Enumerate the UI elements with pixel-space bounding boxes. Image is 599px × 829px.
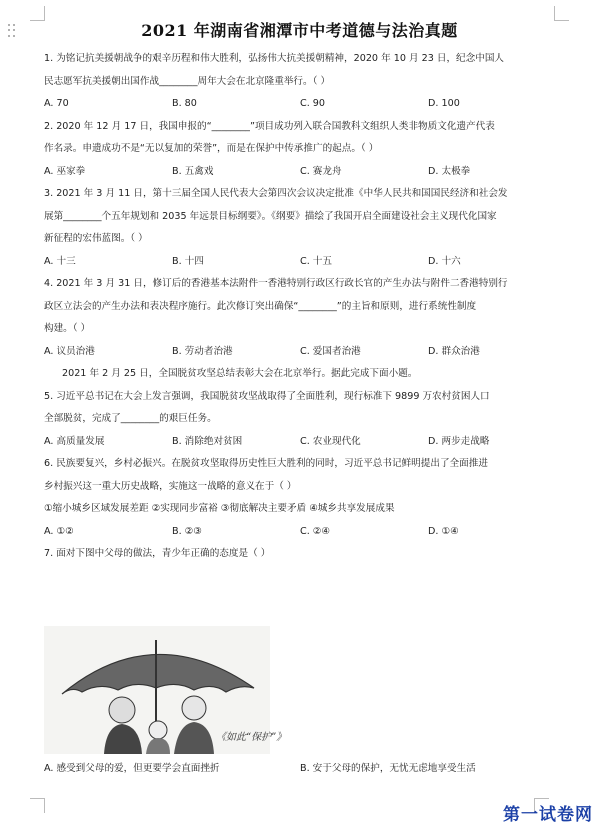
crop-mark-bottom-left: [30, 798, 45, 813]
options-row: [44, 758, 574, 781]
options-row: [44, 341, 574, 364]
option-d: D. 十六: [428, 255, 461, 267]
option-a: A. 巫家拳: [44, 165, 86, 177]
question-text: 构建。（ ）: [44, 323, 91, 334]
option-c: C. 爱国者治港: [300, 345, 361, 357]
statement-list: ①缩小城乡区域发展差距 ②实现同步富裕 ③彻底解决主要矛盾 ④城乡共享发展成果: [44, 503, 395, 514]
question-text: 2. 2020 年 12 月 17 日，我国申报的“________”项目成功列入联合国教科文组织人类非物质文化遗产代表: [44, 120, 495, 132]
question-6: [44, 453, 574, 543]
exam-content: [44, 48, 574, 566]
question-4: [44, 273, 574, 363]
options-row: [44, 251, 574, 274]
option-c: C. 赛龙舟: [300, 165, 342, 177]
question-text: 展第________个五年规划和 2035 年远景目标纲要》。《纲要》描绘了我国开启全面建设社会主义现代化国家: [44, 210, 497, 222]
question-7: [44, 543, 574, 566]
option-b: B. ②③: [172, 525, 202, 537]
question-5: [44, 386, 574, 454]
question-3: [44, 183, 574, 273]
option-d: D. ①④: [428, 525, 459, 537]
option-c: C. 农业现代化: [300, 435, 361, 447]
question-2: [44, 116, 574, 184]
option-b: B. 劳动者治港: [172, 345, 233, 357]
question-text: 乡村振兴这一重大历史战略，实施这一战略的意义在于（ ）: [44, 480, 297, 492]
question-text: 6. 民族要复兴，乡村必振兴。在脱贫攻坚取得历史性巨大胜利的同时，习近平总书记鲜明提出了全面推进: [44, 458, 488, 469]
question-text: 作名录。申遗成功不是“无以复加的荣誉”，而是在保护中传承推广的起点。（ ）: [44, 143, 379, 154]
question-7-options: [44, 758, 574, 781]
option-d: D. 两步走战略: [428, 435, 490, 447]
option-c: C. ②④: [300, 525, 330, 537]
question-text: 新征程的宏伟蓝图。（ ）: [44, 233, 148, 244]
option-b: B. 十四: [172, 255, 204, 267]
question-1: [44, 48, 574, 116]
child-head: [149, 721, 167, 739]
option-d: D. 群众治港: [428, 345, 480, 357]
reading-passage: 2021 年 2 月 25 日，全国脱贫攻坚总结表彰大会在北京举行。据此完成下面小题。: [62, 368, 418, 379]
option-d: D. 太极拳: [428, 165, 471, 177]
option-a: A. ①②: [44, 525, 74, 537]
site-logo[interactable]: 第一试卷网: [503, 805, 593, 825]
option-a: A. 高质量发展: [44, 435, 105, 447]
question-text: 民志愿军抗美援朝出国作战________周年大会在北京隆重举行。（ ）: [44, 75, 331, 87]
option-c: C. 90: [300, 98, 326, 109]
option-b: B. 五禽戏: [172, 165, 214, 177]
options-row: [44, 161, 574, 184]
option-a: A. 十三: [44, 255, 76, 267]
cartoon-illustration: [44, 626, 287, 754]
option-a: A. 70: [44, 98, 69, 109]
question-text: 3. 2021 年 3 月 11 日，第十三届全国人民代表大会第四次会议决定批准《中华人民共和国国民经济和社会发: [44, 188, 508, 199]
options-row: [44, 431, 574, 454]
option-b: B. 80: [172, 98, 197, 109]
option-b: B. 消除绝对贫困: [172, 435, 243, 447]
father-head: [109, 697, 135, 723]
question-text: 7. 面对下图中父母的做法，青少年正确的态度是（ ）: [44, 548, 271, 559]
mother-head: [182, 696, 206, 720]
option-b: B. 安于父母的保护，无忧无虑地享受生活: [300, 763, 476, 774]
option-d: D. 100: [428, 98, 460, 109]
page-title: 2021 年湖南省湘潭市中考道德与法治真题: [141, 21, 458, 40]
question-text: 5. 习近平总书记在大会上发言强调，我国脱贫攻坚战取得了全面胜利，现行标准下 9899 万农村贫困人口: [44, 390, 490, 402]
question-text: 全部脱贫，完成了________的艰巨任务。: [44, 413, 217, 424]
options-row: [44, 521, 574, 544]
question-text: 政区立法会的产生办法和表决程序施行。此次修订突出确保“________”的主旨和原则，进行系统性制度: [44, 300, 477, 312]
options-row: [44, 93, 574, 116]
option-a: A. 感受到父母的爱，但更要学会直面挫折: [44, 763, 220, 774]
cartoon-caption: 《如此“保护”》: [216, 732, 287, 743]
option-c: C. 十五: [300, 255, 332, 267]
question-text: 1. 为铭记抗美援朝战争的艰辛历程和伟大胜利，弘扬伟大抗美援朝精神，2020 年 10 月 23 日，纪念中国人: [44, 53, 505, 64]
option-a: A. 议员治港: [44, 345, 95, 357]
question-text: 4. 2021 年 3 月 31 日，修订后的香港基本法附件一香港特别行政区行政长官的产生办法与附件二香港特别行: [44, 278, 508, 289]
